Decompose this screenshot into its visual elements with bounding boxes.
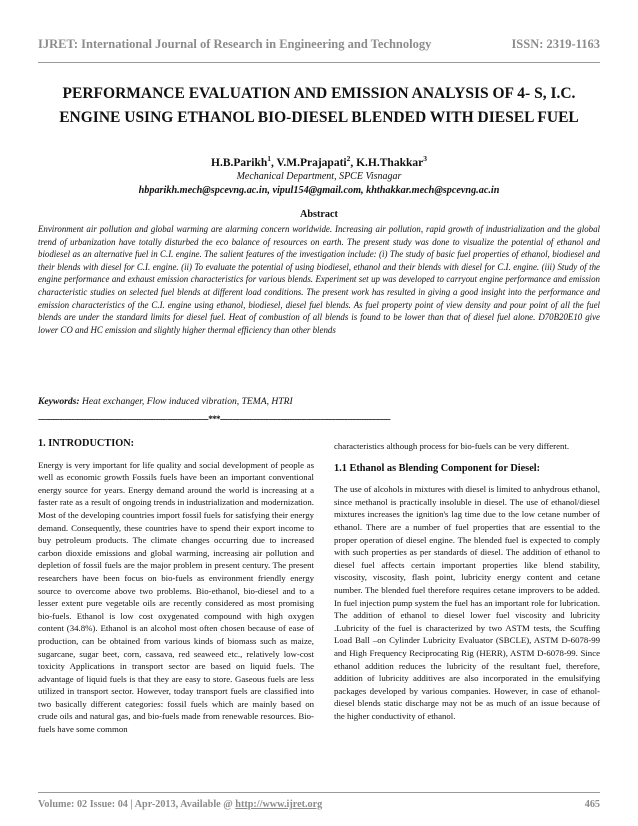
section-separator: -----------------------------------------------------------------------***-----------------------------------------------------------------------	[38, 414, 391, 424]
author-name: H.B.Parikh	[211, 156, 268, 169]
volume-text: Volume: 02 Issue: 04 | Apr-2013, Available @	[38, 799, 236, 810]
author-separator: ,	[350, 156, 357, 169]
author-separator: ,	[271, 156, 277, 169]
introduction-text: Energy is very important for life quality and social development of people as well as economic growth Fossils fuels have been an important conventional energy source for years. Energy demand around the world is increasing at a faster rate as a result of ongoing trends in industrialization and modernization. Most of the developing countries import fossil fuels for satisfying their energy demand. Consequently, these countries have to spend their export income to buy petroleum products. The climate changes occurring due to increased carbon dioxide emissions and global warming, increasing air pollution and depletion of fossil fuels are the major problem in present century. The present researchers have been focus on bio-fuels as environment friendly energy source to overcome above two problems. Bio-ethanol, bio-diesel and to a lesser extent pure vegetable oils are recently considered as most promising bio-fuels. Ethanol is low cost oxygenated compound with high oxygen content (34.8%). Ethanol is an alcohol most often chosen because of ease of production, can be obtained from various kinds of biomass such as maize, sugarcane, sugar beet, corn, cassava, red seaweed etc., relatively low-cost toxicity Applications in transport sector are based on liquid fuels. The advantage of liquid fuels is that they are easy to store. Gaseous fuels are less utilized in transport sector. However, today transport fuels are classified into two basically different categories: fossil fuels which are mainly based on crude oils and natural gas, and bio-fuels made from renewable resources. Bio-fuels have some common	[38, 459, 314, 735]
journal-website-link[interactable]: http://www.ijret.org	[235, 799, 323, 810]
introduction-continued: characteristics although process for bio-fuels can be very different.	[334, 441, 570, 451]
author-emails: hbparikh.mech@spcevng.ac.in, vipul154@gmail.com, khthakkar.mech@spcevng.ac.in	[138, 185, 500, 196]
left-column	[38, 438, 314, 736]
title-line-1: PERFORMANCE EVALUATION AND EMISSION ANALYSIS OF 4- S, I.C.	[62, 85, 576, 102]
author-name: K.H.Thakkar	[356, 156, 424, 169]
keywords-label: Keywords:	[38, 396, 80, 407]
footer-rule	[38, 792, 600, 793]
section-heading-introduction: 1. INTRODUCTION:	[38, 438, 135, 449]
right-column	[334, 440, 600, 722]
journal-name: IJRET: International Journal of Research in Engineering and Technology	[38, 37, 432, 51]
header-rule	[38, 62, 600, 63]
abstract-text: Environment air pollution and global warming are alarming concern worldwide. Increasing air pollution, rapid growth of industrialization and the global trend of urbanization have totally disturbed the eco balance of resources on earth. The present study was done to visualize the potential of ethanol and biodiesel as an alternative fuel in C.I. engine. The salient features of the investigation include: (i) The study of basic fuel properties of ethanol, biodiesel and their blends with diesel for C.I. engine. (ii) To evaluate the potential of using biodiesel, ethanol and their blends with diesel for C.I. engine. (iii) Study of the engine performance and exhaust emission characteristics for various blends. Experiment set up was developed to carryout engine performance and emission characteristic studies on selected fuel blends at different load conditions. The present work has resulted in giving a good insight into the performance and emission characteristics of the C.I. engine using ethanol, biodiesel, diesel fuel blends. As fuel property point of view density and pour point of all the fuel blends are under the standard limits for diesel fuel. Heat of combustion of all blends is found to be lower than that of diesel fuel alone. D70B20E10 give lower CO and HC emission and slightly higher thermal efficiency than other blends	[38, 224, 600, 335]
paper-title	[30, 82, 608, 130]
title-line-2: ENGINE USING ETHANOL BIO-DIESEL BLENDED WITH DIESEL FUEL	[59, 109, 579, 126]
author-affil-marker: 2	[346, 154, 351, 163]
affiliation: Mechanical Department, SPCE Visnagar	[236, 171, 402, 182]
section-heading-ethanol-blending: 1.1 Ethanol as Blending Component for Diesel:	[334, 462, 541, 474]
abstract-heading: Abstract	[300, 209, 338, 220]
running-header	[38, 37, 600, 53]
page-number: 465	[584, 799, 600, 810]
footer-volume-info	[38, 799, 322, 810]
running-footer	[38, 799, 600, 813]
author-list	[0, 154, 638, 169]
author-affil-marker: 1	[267, 154, 271, 163]
ethanol-blending-text: The use of alcohols in mixtures with diesel is limited to anhydrous ethanol, since methanol is practically insoluble in diesel. The use of ethanol/diesel mixtures increases the ignition's lag time due to the low cetane number of ethanol. There are a number of fuel properties that are essential to the proper operation of diesel engine. The blended fuel is expected to comply with such properties as per standards of diesel. The addition of ethanol to diesel fuel affects certain important properties like blend stability, viscosity, viscosity, flash point, lubricity energy content and cetane number. The blended fuel therefore requires cetane improvers to be added. In fuel injection pump system the fuel has an important role for lubrication. The addition of ethanol to diesel lower fuel viscosity and lubricity .Lubricity of the fuel is characterized by two ASTM tests, the Scuffing Load Ball –on Cylinder Lubricity Evaluator (SBCLE), ASTM D-6078-99 and High Frequency Reciprocating Rig (HERR), ASTM D-6078-99. Since ethanol addition reduces the lubricity of the resultant fuel, therefore, addition of lubricity additives are also incorporated in the emulsifying packages developed by various companies. However, in case of ethanol-diesel blends static discharge may not be as much of an issue because of the higher conductivity of ethanol.	[334, 484, 600, 721]
issn: ISSN: 2319-1163	[511, 37, 600, 51]
keywords-text: Heat exchanger, Flow induced vibration, TEMA, HTRI	[81, 396, 293, 407]
author-affil-marker: 3	[423, 154, 427, 163]
author-name: V.M.Prajapati	[276, 156, 347, 169]
keywords	[38, 396, 600, 407]
